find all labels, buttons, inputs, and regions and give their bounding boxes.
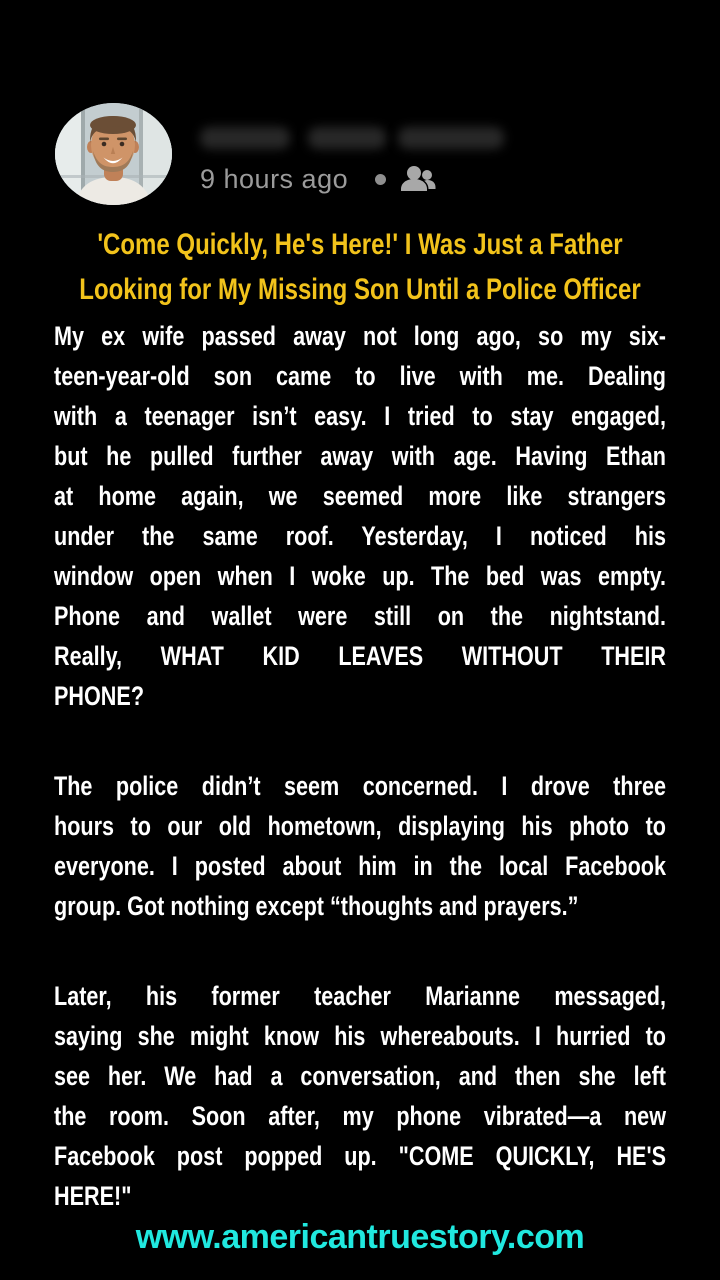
body-line: Really, WHAT KID LEAVES WITHOUT THEIR [54, 641, 666, 671]
avatar-illustration [55, 103, 172, 205]
post-body [54, 316, 666, 1266]
headline-line: 'Come Quickly, He's Here!' I Was Just a Father [97, 228, 623, 261]
paragraph [54, 766, 666, 926]
body-line: everyone. I posted about him in the local Facebook [54, 851, 666, 881]
website-url[interactable]: www.americantruestory.com [135, 1218, 585, 1256]
body-line: Phone and wallet were still on the nightstand. [54, 601, 666, 631]
timestamp[interactable]: 9 hours ago [200, 163, 349, 194]
body-line: The police didn’t seem concerned. I drove three [54, 771, 666, 801]
paragraph [54, 316, 666, 716]
body-line: hours to our old hometown, displaying his photo to [54, 811, 666, 841]
body-line: under the same roof. Yesterday, I noticed his [54, 521, 666, 551]
paragraph [54, 976, 666, 1216]
body-line: with a teenager isn’t easy. I tried to stay engaged, [54, 401, 666, 431]
headline-line: Looking for My Missing Son Until a Police Officer [79, 273, 641, 306]
body-line: but he pulled further away with age. Having Ethan [54, 441, 666, 471]
post-meta [200, 160, 437, 198]
body-line: group. Got nothing except “thoughts and prayers.” [54, 891, 579, 921]
body-line: saying she might know his whereabouts. I hurried to [54, 1021, 666, 1051]
blurred-username-part[interactable] [308, 127, 386, 149]
body-line: HERE!" [54, 1181, 132, 1211]
body-line: PHONE? [54, 681, 145, 711]
dot-separator [375, 174, 386, 185]
body-line: at home again, we seemed more like strangers [54, 481, 666, 511]
post-headline [0, 222, 720, 312]
body-line: Later, his former teacher Marianne messaged, [54, 981, 666, 1011]
body-line: teen-year-old son came to live with me. Dealing [54, 361, 666, 391]
body-line: My ex wife passed away not long ago, so my six- [54, 321, 666, 351]
body-line: the room. Soon after, my phone vibrated—a new [54, 1101, 666, 1131]
profile-avatar[interactable] [55, 103, 172, 205]
blurred-username-part[interactable] [398, 127, 504, 149]
body-line: Facebook post popped up. "COME QUICKLY, HE'S [54, 1141, 666, 1171]
friends-icon [399, 165, 437, 193]
blurred-username-part[interactable] [200, 127, 290, 149]
body-line: see her. We had a conversation, and then she left [54, 1061, 666, 1091]
body-line: window open when I woke up. The bed was empty. [54, 561, 666, 591]
